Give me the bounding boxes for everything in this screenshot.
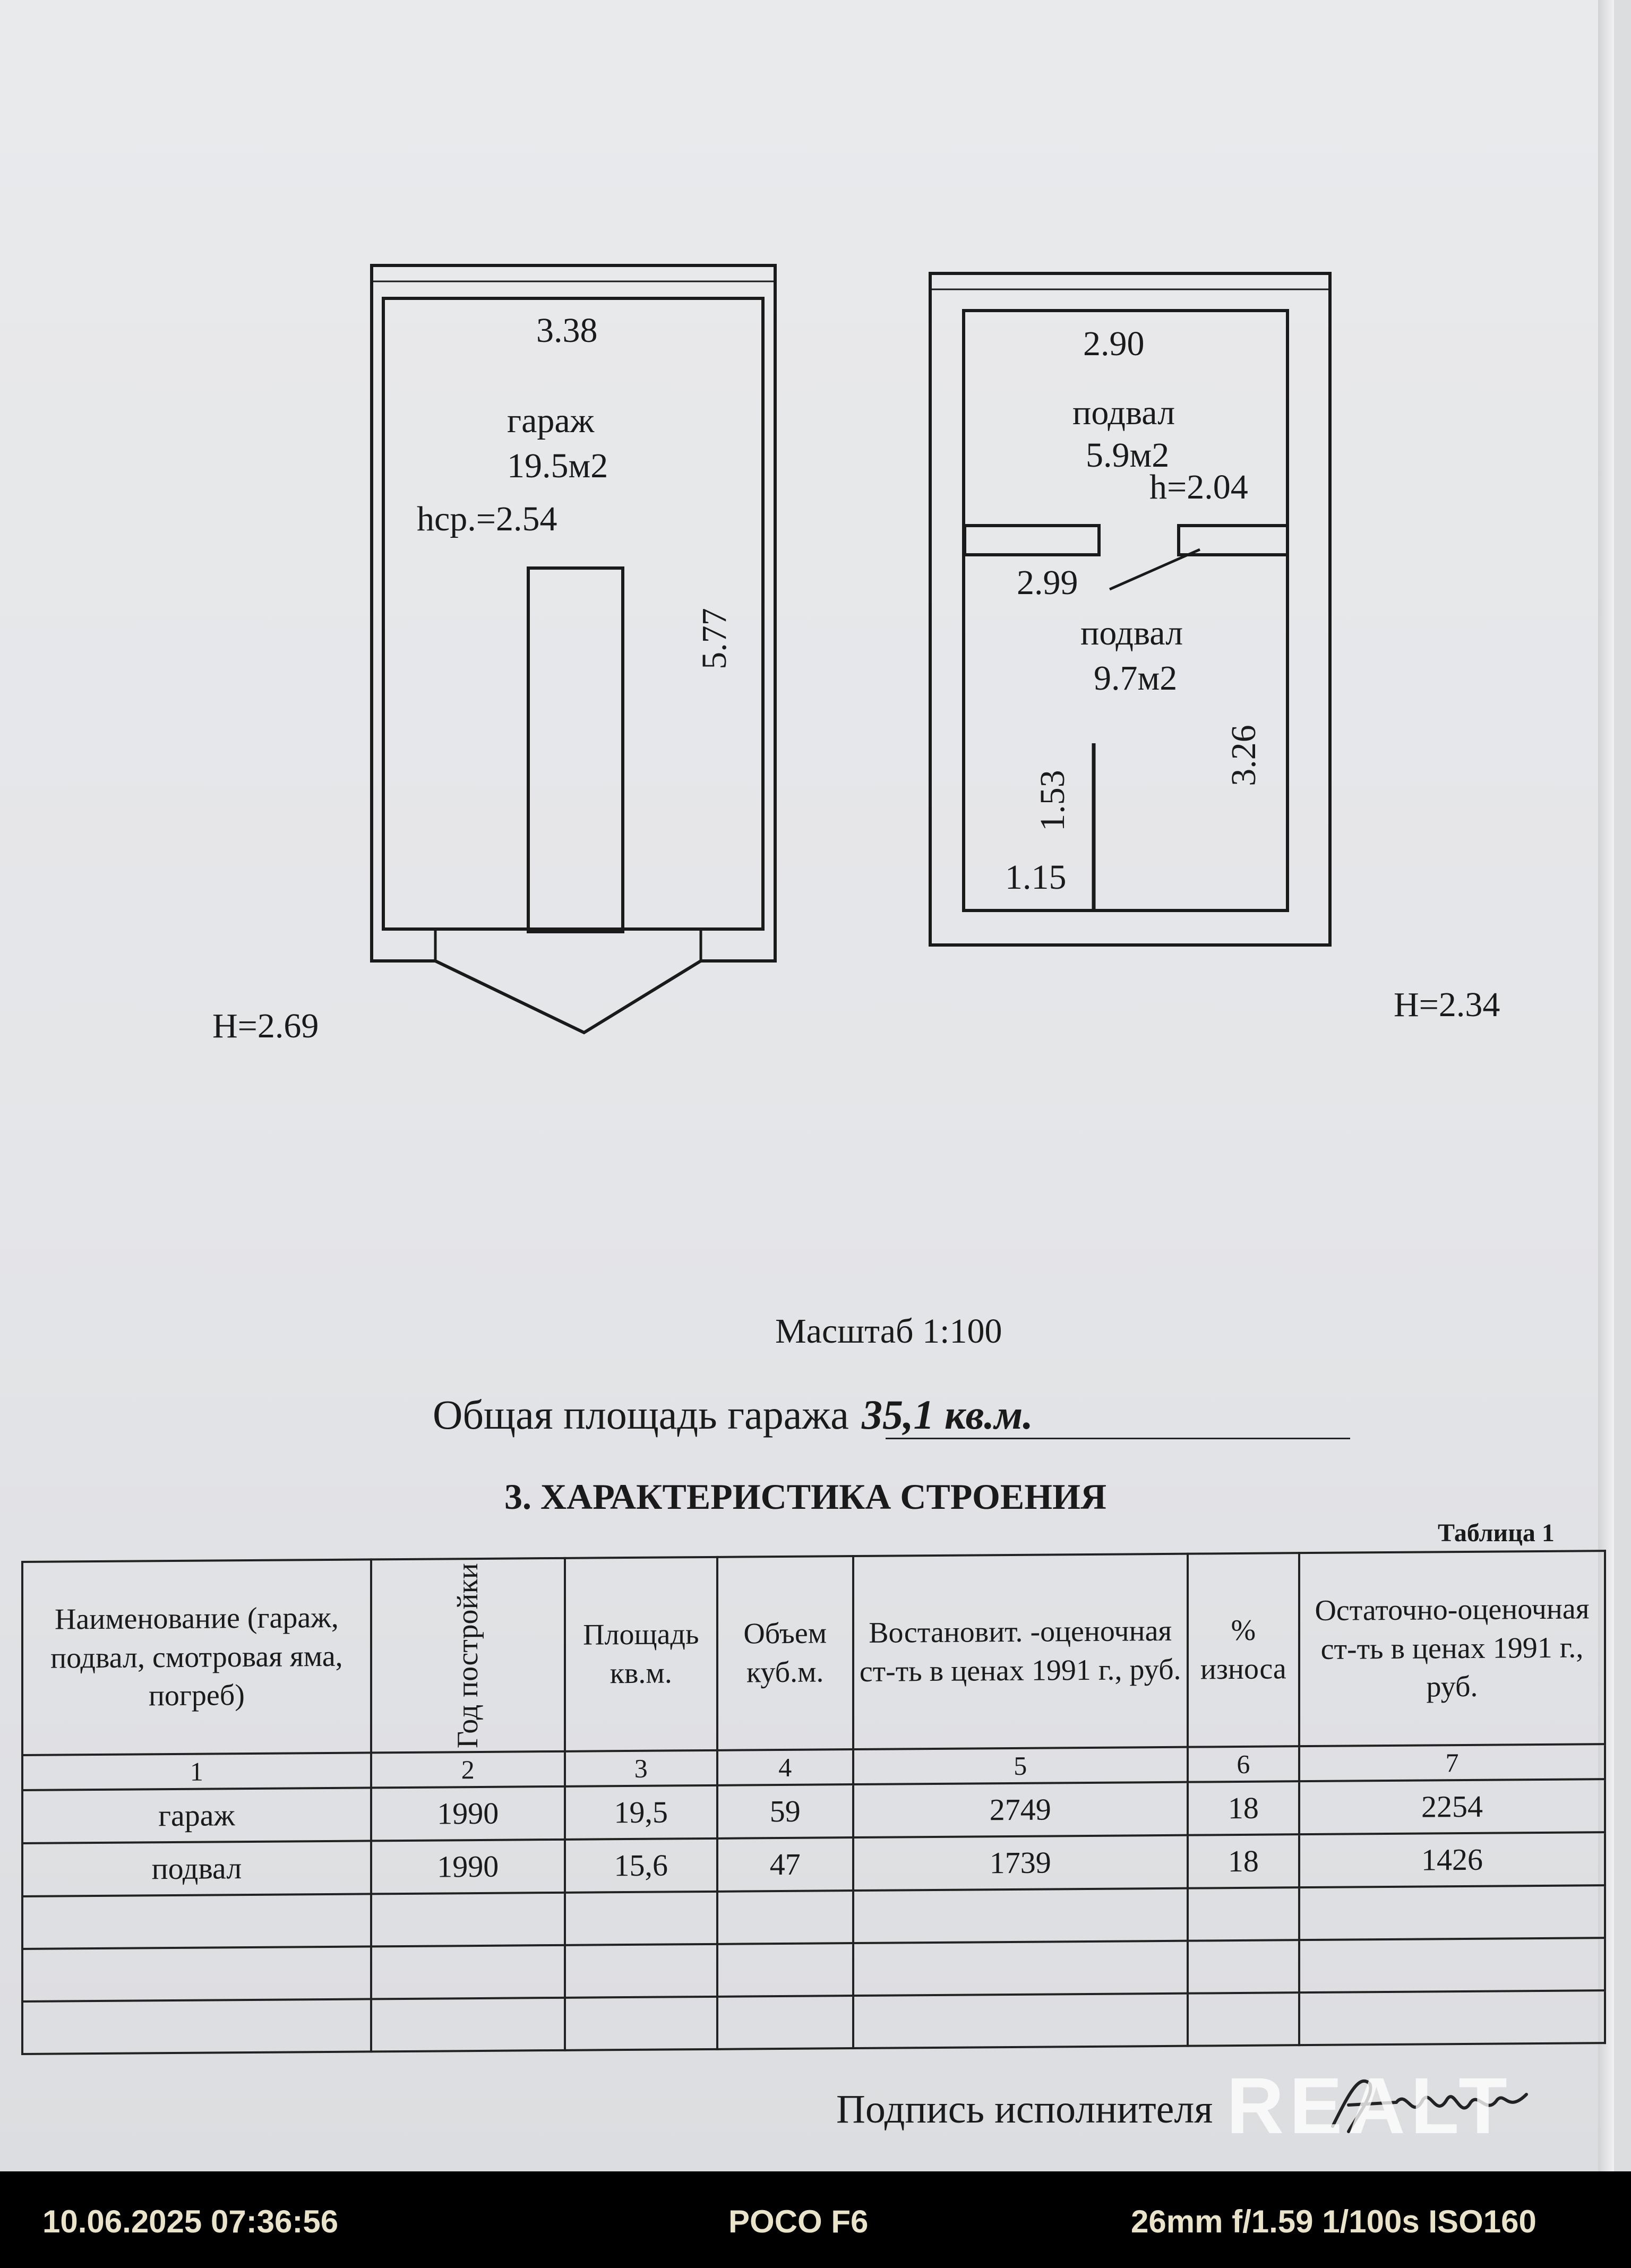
scale-label: Масштаб 1:100 [775,1312,1002,1351]
cell-year: 1990 [371,1840,565,1894]
cell-area: 15,6 [565,1839,717,1893]
total-area-label: Общая площадь гаража [433,1391,849,1438]
header-residual-cost: Остаточно-оценочная ст-ть в ценах 1991 г., руб. [1299,1551,1605,1746]
cell-residual-cost: 1426 [1299,1832,1605,1887]
column-number: 3 [565,1750,717,1786]
column-number: 4 [717,1749,853,1785]
column-number: 2 [371,1751,565,1788]
garage-area-label: 19.5м2 [507,446,608,485]
door-arc [1110,549,1200,589]
cell-name: подвал [22,1841,371,1896]
basement-height-label: H=2.34 [1394,985,1500,1024]
column-number: 1 [22,1752,371,1790]
column-number: 6 [1188,1746,1299,1782]
characteristics-table [21,1550,1606,2055]
header-name: Наименование (гараж, подвал, смотровая яма, погреб) [22,1559,371,1755]
garage-height-label: H=2.69 [212,1007,319,1045]
header-year [371,1558,565,1753]
garage-width-label: 3.38 [536,311,598,350]
cell-area: 19,5 [565,1785,717,1840]
basement-divider-left [965,526,1099,555]
basement-upper-width-label: 2.90 [1083,324,1145,363]
footer-device: POCO F6 [728,2204,869,2239]
watermark: REALT [1226,2061,1513,2150]
footer-datetime: 10.06.2025 07:36:56 [42,2204,339,2239]
plan-drawing [0,0,1631,1115]
camera-footer [0,2171,1631,2268]
cell-restoration-cost: 2749 [853,1782,1188,1837]
footer-exif: 26mm f/1.59 1/100s ISO160 [1131,2204,1536,2239]
cell-year: 1990 [371,1786,565,1841]
total-area-underline [886,1438,1350,1439]
garage-length-label: 5.77 [694,608,734,669]
garage-avg-height-label: hср.=2.54 [417,500,557,538]
header-restoration-cost: Востановит. -оценочная ст-ть в ценах 1991 г., руб. [853,1554,1188,1749]
garage-name-label: гараж [507,401,595,440]
basement-upper-name-label: подвал [1072,393,1175,432]
signature-label: Подпись исполнителя [836,2087,1213,2132]
basement-lower-name-label: подвал [1080,614,1183,652]
header-area: Площадь кв.м. [565,1557,717,1751]
basement-upper-height-label: h=2.04 [1149,468,1248,506]
header-volume: Объем куб.м. [717,1556,853,1750]
floor-plans [0,0,1631,1115]
header-wear: % износа [1188,1553,1299,1747]
basement-upper-area-label: 5.9м2 [1086,436,1170,475]
table-label: Таблица 1 [1438,1519,1555,1547]
cell-restoration-cost: 1739 [853,1835,1188,1891]
basement-lower-length-label: 3.26 [1224,725,1263,786]
cell-wear: 18 [1188,1834,1299,1888]
cell-name: гараж [22,1788,371,1843]
cell-volume: 59 [717,1784,853,1839]
cell-residual-cost: 2254 [1299,1779,1605,1834]
column-number: 7 [1299,1744,1605,1781]
basement-lower-width-label: 2.99 [1017,563,1078,602]
total-area-value: 35,1 кв.м. [861,1391,1033,1438]
garage-pit [528,568,623,932]
table-empty-row [22,1990,1605,2054]
cell-volume: 47 [717,1837,853,1892]
cell-wear: 18 [1188,1781,1299,1835]
partition-offset-label: 1.15 [1005,858,1067,897]
header-year-text: Год постройки [451,1562,484,1748]
partition-length-label: 1.53 [1033,770,1072,831]
basement-walls [930,273,1330,945]
total-area [433,1391,1033,1439]
table-header-row [22,1551,1605,1755]
basement-lower-area-label: 9.7м2 [1094,659,1178,698]
column-number: 5 [853,1747,1188,1784]
section-title: 3. ХАРАКТЕРИСТИКА СТРОЕНИЯ [504,1476,1107,1517]
